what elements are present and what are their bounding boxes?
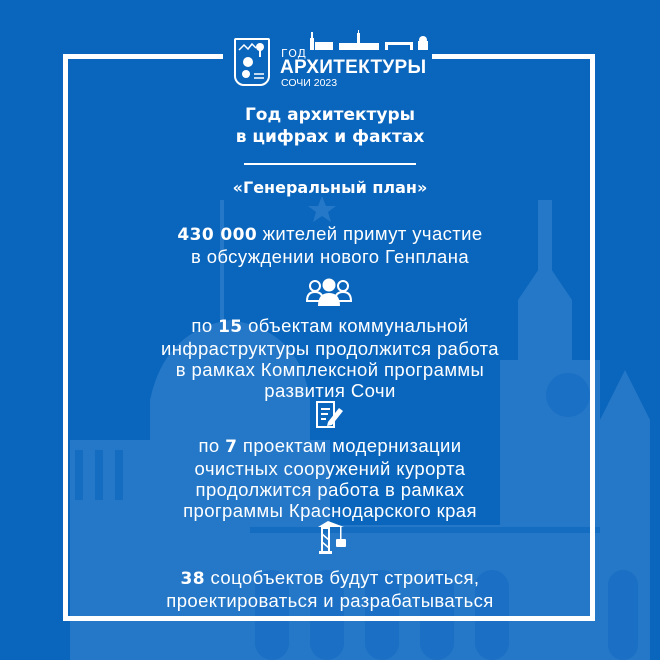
fact-text: проектироваться и разрабатываться <box>166 590 494 611</box>
city-skyline-icon <box>307 30 432 50</box>
fact-text: очистных сооружений курорта <box>194 458 466 479</box>
section-subtitle: «Генеральный план» <box>232 178 428 197</box>
fact-residents <box>90 223 570 267</box>
fact-text: в рамках Комплексной программы <box>175 359 485 380</box>
year-of-architecture-logo <box>232 30 432 94</box>
fact-utilities <box>90 315 570 401</box>
fact-number: 15 <box>218 317 243 337</box>
logo-line-sochi-2023: СОЧИ 2023 <box>281 77 338 89</box>
fact-text: объектам коммунальной <box>242 315 469 336</box>
fact-text: по <box>191 315 219 336</box>
page-title <box>90 104 570 148</box>
title-line-1: Год архитектуры <box>244 105 416 125</box>
fact-text: по <box>198 435 226 456</box>
frame-top-right <box>432 54 590 59</box>
fact-number: 7 <box>225 437 238 457</box>
people-group-icon <box>306 277 352 307</box>
logo-line-architecture: АРХИТЕКТУРЫ <box>280 57 427 78</box>
fact-number: 430 000 <box>177 225 258 245</box>
fact-social-objects <box>90 567 570 611</box>
fact-text: инфраструктуры продолжится работа <box>160 338 499 359</box>
construction-crane-icon <box>316 520 346 554</box>
fact-text: развития Сочи <box>264 380 396 401</box>
fact-text: продолжится работа в рамках <box>195 479 465 500</box>
title-divider <box>244 163 416 165</box>
fact-text: в обсуждении нового Генплана <box>190 246 470 267</box>
title-line-2: в цифрах и фактах <box>235 127 425 147</box>
logo-line-god: ГОД <box>281 47 307 60</box>
fact-text: проектам модернизации <box>237 435 462 456</box>
fact-text: соцобъектов будут строиться, <box>205 567 480 588</box>
fact-number: 38 <box>180 569 205 589</box>
fact-text: программы Краснодарского края <box>183 500 477 521</box>
fact-text: жителей примут участие <box>257 223 483 244</box>
sochi-coat-of-arms-icon <box>234 38 270 86</box>
frame-top-left <box>63 54 223 59</box>
document-edit-icon <box>314 400 344 430</box>
fact-treatment-facilities <box>90 435 570 521</box>
